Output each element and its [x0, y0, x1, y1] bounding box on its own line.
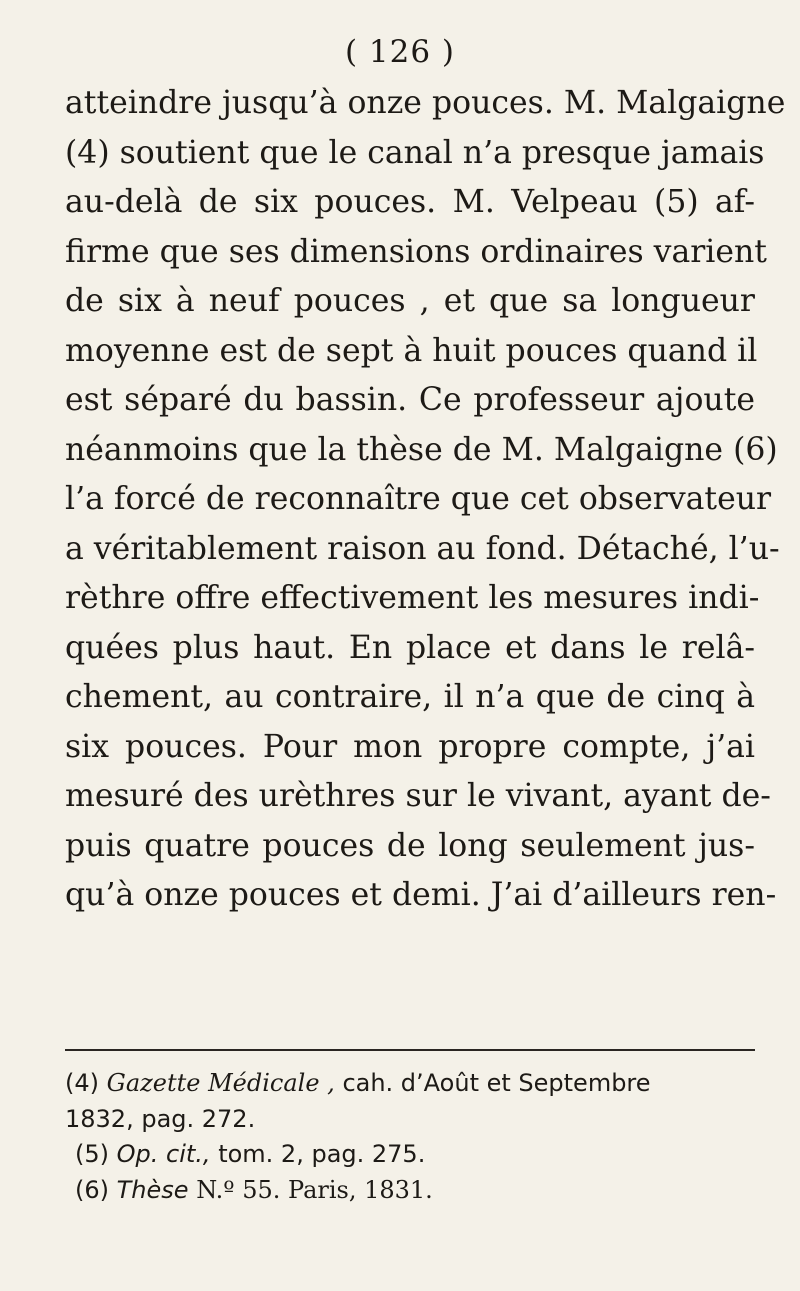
footnote-marker: (5)	[75, 1140, 109, 1168]
text-line: néanmoins que la thèse de M. Malgaigne (6)	[65, 431, 778, 468]
text-line: six pouces. Pour mon propre compte, j’ai	[65, 728, 755, 765]
footnote-marker: (4)	[65, 1069, 99, 1097]
text-line: rèthre offre effectivement les mesures indi-	[65, 580, 760, 616]
footnote-marker: (6)	[75, 1175, 109, 1204]
footnote-6	[65, 1173, 765, 1209]
text-line: de six à neuf pouces , et que sa longueur	[65, 283, 755, 319]
text-line: mesuré des urèthres sur le vivant, ayant de-	[65, 778, 771, 814]
footnotes	[65, 1066, 765, 1208]
footnote-text: tom. 2, pag. 275.	[218, 1140, 426, 1168]
text-line: est séparé du bassin. Ce professeur ajoute	[65, 382, 755, 418]
text-line: au-delà de six pouces. M. Velpeau (5) af-	[65, 184, 755, 220]
page-number: ( 126 )	[344, 34, 456, 70]
text-line: l’a forcé de reconnaître que cet observateur	[65, 481, 772, 517]
footnote-title: Op. cit.,	[116, 1140, 211, 1168]
footnote-text: cah. d’Août et Septembre	[342, 1069, 651, 1097]
text-line: quées plus haut. En place et dans le relâ-	[65, 629, 755, 666]
footnote-text: N.º 55. Paris, 1831.	[196, 1175, 433, 1204]
footnote-4-continuation: 1832, pag. 272.	[65, 1104, 256, 1133]
text-line: (4) soutient que le canal n’a presque jamais	[65, 134, 765, 171]
text-line: moyenne est de sept à huit pouces quand il	[65, 332, 758, 369]
footnote-title: Thèse	[116, 1175, 189, 1204]
text-line: puis quatre pouces de long seulement jus-	[65, 827, 755, 864]
footnote-divider	[65, 1049, 755, 1051]
text-line: chement, au contraire, il n’a que de cinq à	[65, 679, 755, 715]
text-line: atteindre jusqu’à onze pouces. M. Malgaigne	[65, 85, 786, 121]
footnote-5	[65, 1137, 765, 1173]
text-line: firme que ses dimensions ordinaires varient	[65, 233, 767, 270]
text-line: qu’à onze pouces et demi. J’ai d’ailleurs ren-	[65, 877, 777, 913]
footnote-title: Gazette Médicale ,	[106, 1069, 335, 1097]
text-line: a véritablement raison au fond. Détaché, l’u-	[65, 530, 780, 567]
main-text	[65, 79, 786, 921]
footnote-4	[65, 1066, 765, 1102]
